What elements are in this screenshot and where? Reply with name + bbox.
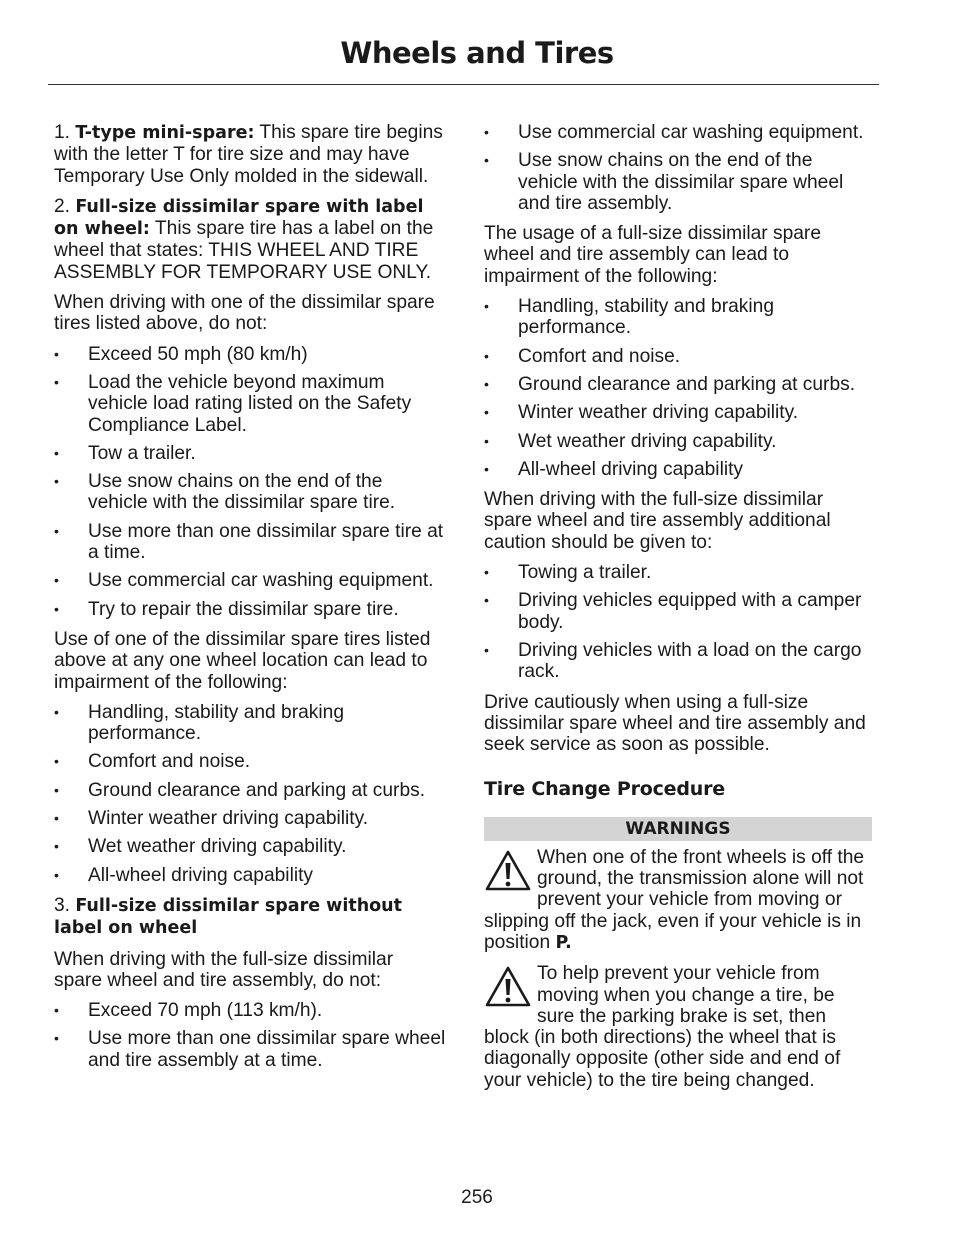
- bullet-dot: •: [484, 641, 489, 658]
- full-size-do-not-list: [54, 1000, 446, 1071]
- bullet-dot: •: [484, 152, 489, 169]
- impairment-list: [54, 702, 446, 886]
- spare-type-1-label: T-type mini-spare:: [75, 123, 255, 143]
- bullet-dot: •: [54, 810, 59, 827]
- bullet-dot: •: [484, 124, 489, 140]
- list-item: • Ground clearance and parking at curbs.: [484, 373, 856, 395]
- list-item: • Driving vehicles with a load on the cargo rack.: [484, 639, 862, 683]
- spare-type-3-label: Full-size dissimilar spare without label on wheel: [54, 895, 403, 939]
- bullet-dot: •: [54, 572, 59, 589]
- bullet-dot: •: [484, 375, 489, 392]
- right-column: [484, 122, 876, 1100]
- bullet-dot: •: [484, 460, 489, 477]
- bullet-dot: •: [54, 600, 59, 617]
- list-item: • Winter weather driving capability.: [54, 808, 369, 830]
- section-heading: Tire Change Procedure: [484, 778, 725, 801]
- bullet-dot: •: [484, 564, 489, 581]
- intro-do-not: When driving with one of the dissimilar spare tires listed above, do not:: [54, 292, 435, 335]
- list-item: • Wet weather driving capability.: [54, 836, 347, 858]
- bullet-dot: •: [484, 432, 489, 449]
- continued-do-not-list: [484, 122, 876, 214]
- list-item: • Towing a trailer.: [484, 562, 652, 584]
- list-item: • Winter weather driving capability.: [484, 402, 799, 424]
- intro-full-size-do-not: When driving with the full-size dissimilar spare wheel and tire assembly, do not:: [54, 948, 394, 991]
- bullet-dot: •: [54, 838, 59, 855]
- bullet-dot: •: [54, 1002, 59, 1019]
- bullet-dot: •: [54, 866, 59, 883]
- caution-intro: When driving with the full-size dissimilar spare wheel and tire assembly additional caution should be given to:: [484, 489, 831, 553]
- caution-list: [484, 562, 876, 682]
- bullet-dot: •: [54, 473, 59, 490]
- list-item: • Exceed 50 mph (80 km/h): [54, 343, 308, 365]
- bullet-dot: •: [54, 703, 59, 720]
- list-item: • Wet weather driving capability.: [484, 430, 777, 452]
- list-item: • Exceed 70 mph (113 km/h).: [54, 1000, 323, 1022]
- header-rule: [48, 84, 879, 85]
- list-item: • All-wheel driving capability: [484, 458, 744, 480]
- usage-impairment-intro: The usage of a full-size dissimilar spare wheel and tire assembly can lead to impairment of the following:: [484, 223, 821, 287]
- warning-triangle-icon: [484, 849, 532, 893]
- list-item: • Ground clearance and parking at curbs.: [54, 779, 426, 801]
- bullet-dot: •: [484, 592, 489, 609]
- bullet-dot: •: [484, 298, 489, 315]
- page-number: 256: [461, 1187, 493, 1208]
- list-item: • Use more than one dissimilar spare wheel and tire assembly at a time.: [54, 1028, 446, 1071]
- bullet-dot: •: [484, 347, 489, 364]
- list-item: • Use commercial car washing equipment.: [484, 122, 864, 143]
- bullet-dot: •: [54, 444, 59, 461]
- list-item: • Use commercial car washing equipment.: [54, 570, 434, 592]
- bullet-dot: •: [54, 345, 59, 362]
- spare-type-2: 2. Full-size dissimilar spare with label on wheel: This spare tire has a label on the wheel that states: THIS WHEEL AND TIRE ASSEMBLY FOR TEMPORARY USE ONLY.: [54, 195, 434, 283]
- bullet-dot: •: [54, 753, 59, 770]
- usage-impairment-list: [484, 296, 876, 480]
- list-item: • Use more than one dissimilar spare tire at a time.: [54, 520, 444, 564]
- do-not-list: [54, 344, 446, 620]
- spare-type-1: 1. T-type mini-spare: This spare tire begins with the letter T for tire size and may have Temporary Use Only molded in the sidewall.: [54, 122, 443, 187]
- list-item: • Try to repair the dissimilar spare tire.: [54, 598, 399, 620]
- bullet-dot: •: [54, 1030, 59, 1047]
- left-column: [54, 122, 446, 1080]
- list-item: • Comfort and noise.: [484, 345, 681, 367]
- page-title: Wheels and Tires: [340, 36, 614, 70]
- bullet-dot: •: [54, 522, 59, 539]
- bullet-dot: •: [54, 781, 59, 798]
- list-item: • Use snow chains on the end of the vehicle with the dissimilar spare wheel and tire assembly.: [484, 150, 844, 214]
- intro-impairment: Use of one of the dissimilar spare tires listed above at any one wheel location can lead to impairment of the following:: [54, 628, 431, 693]
- list-item: • All-wheel driving capability: [54, 864, 314, 886]
- warning-2: To help prevent your vehicle from moving when you change a tire, be sure the parking brake is set, then block (in both directions) the wheel that is diagonally opposite (other side and end of your vehicle) to the tire being changed.: [484, 963, 841, 1091]
- warning-triangle-icon: [484, 965, 532, 1009]
- spare-type-3: 3. Full-size dissimilar spare without label on wheel: [54, 894, 403, 939]
- warnings-bar: WARNINGS: [484, 817, 872, 841]
- bullet-dot: •: [484, 404, 489, 421]
- bullet-dot: •: [54, 373, 59, 390]
- list-item: • Use snow chains on the end of the vehicle with the dissimilar spare tire.: [54, 471, 396, 514]
- list-item: • Handling, stability and braking performance.: [484, 296, 774, 339]
- list-item: • Load the vehicle beyond maximum vehicle load rating listed on the Safety Compliance Label.: [54, 371, 412, 436]
- spare-type-2-label: Full-size dissimilar spare with label on wheel:: [54, 196, 424, 240]
- list-item: • Comfort and noise.: [54, 751, 251, 773]
- list-item: • Tow a trailer.: [54, 442, 196, 464]
- warning-1: When one of the front wheels is off the ground, the transmission alone will not prevent your vehicle from moving or slipping off the jack, even if your vehicle is in position P.: [484, 846, 865, 953]
- list-item: • Handling, stability and braking performance.: [54, 701, 344, 745]
- list-item: • Driving vehicles equipped with a camper body.: [484, 590, 862, 633]
- closing-paragraph: Drive cautiously when using a full-size dissimilar spare wheel and tire assembly and seek service as soon as possible.: [484, 691, 866, 756]
